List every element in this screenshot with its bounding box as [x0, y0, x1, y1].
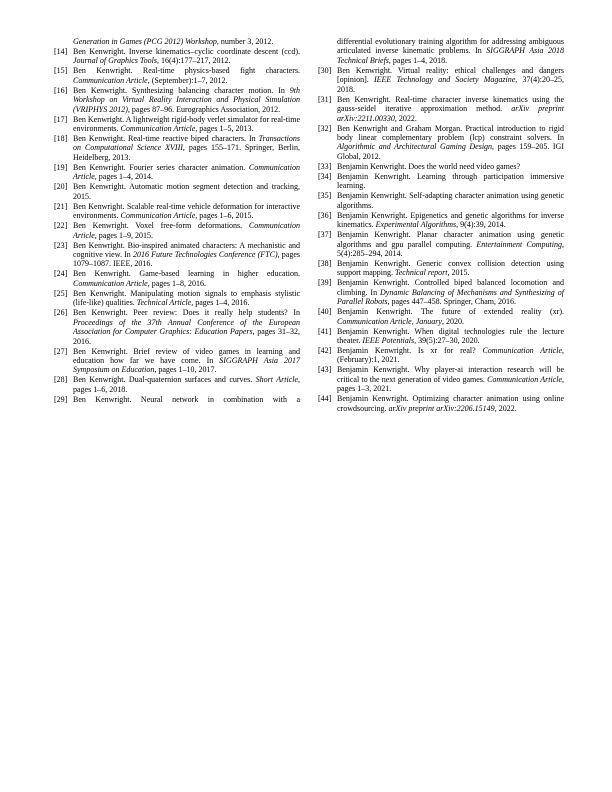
reference-number: [28] — [54, 375, 68, 385]
reference-venue-italic: Transactions on Computational Science XVIII — [73, 134, 300, 153]
reference-text-segment: Benjamin Kenwright. Learning through participation immersive learning. — [337, 171, 564, 191]
reference-item — [54, 395, 300, 404]
reference-venue-italic: Communication Article — [73, 162, 300, 182]
reference-text-segment: , 5(4):285–294, 2014. — [337, 239, 564, 258]
reference-venue-italic: Technical report — [395, 268, 448, 278]
reference-text — [337, 346, 564, 364]
reference-venue-italic: 2016 Future Technologies Conference (FTC) — [132, 249, 278, 259]
reference-text-segment: Ben Kenwright. Brief review of video games in learning and education how far we have come. In — [73, 346, 300, 365]
reference-venue-italic: Communication Article — [120, 124, 196, 134]
reference-item — [318, 191, 564, 210]
reference-venue-italic: IEEE Technology and Society Magazine — [373, 75, 516, 85]
reference-text — [337, 191, 564, 209]
reference-text-segment: , (February):1, 2021. — [337, 346, 564, 365]
reference-text-segment: Benjamin Kenwright. Does the world need video games? — [337, 161, 521, 171]
reference-text-segment: , 2020. — [441, 316, 464, 326]
reference-number: [44] — [318, 394, 332, 404]
reference-text — [73, 241, 300, 269]
reference-text-segment: Benjamin Kenwright. Planar character animation using genetic algorithms and gpu parallel computing. — [337, 230, 564, 249]
reference-text-segment: Ben Kenwright. Game-based learning in higher education. — [73, 269, 300, 279]
reference-text-segment: , pages 1–8, 2016. — [147, 278, 206, 288]
reference-number: [34] — [318, 171, 332, 181]
reference-text-segment: Ben Kenwright. Real-time physics-based fight characters. — [73, 66, 300, 76]
reference-text-segment: Ben Kenwright. Automatic motion segment detection and tracking, 2015. — [73, 182, 300, 201]
reference-text — [73, 66, 300, 84]
reference-number: [32] — [318, 123, 332, 133]
reference-text-segment: Ben Kenwright. Manipulating motion signals to emphasis stylistic (life-like) qualities. — [73, 288, 300, 308]
reference-venue-italic: Generation in Games (PCG 2012) Workshop — [73, 37, 217, 46]
reference-venue-italic: IEEE Potentials — [362, 336, 415, 346]
reference-text-segment: differential evolutionary training algorithm for addressing ambiguous articulated inverse kinematic problems. In — [337, 37, 564, 56]
reference-text-segment: Ben Kenwright. Neural network in combination with a — [73, 394, 300, 404]
reference-continuation — [54, 37, 300, 46]
reference-text-segment: , pages 1–4, 2016. — [191, 298, 250, 308]
reference-item — [54, 86, 300, 114]
reference-venue-italic: Communication Article — [73, 278, 148, 288]
reference-text — [337, 278, 564, 306]
reference-text — [337, 230, 564, 258]
reference-text — [337, 259, 564, 277]
reference-number: [29] — [54, 394, 68, 404]
reference-text-segment: Ben Kenwright. Real-time reactive biped characters. In — [73, 134, 259, 144]
reference-item — [54, 47, 300, 66]
reference-item — [54, 347, 300, 375]
reference-text-segment: Ben Kenwright. Synthesizing balancing character motion. In — [73, 85, 290, 95]
reference-item — [318, 365, 564, 393]
reference-venue-italic: Communication Article, January — [337, 316, 442, 326]
reference-text-segment: , 2022. — [394, 113, 417, 123]
reference-item — [318, 327, 564, 346]
reference-text-segment: , pages 1–4, 2014. — [94, 172, 153, 182]
reference-number: [20] — [54, 182, 68, 192]
reference-text — [337, 37, 564, 65]
reference-text-segment: , pages 447–458. Springer, Cham, 2016. — [387, 297, 517, 307]
reference-venue-italic: Experimental Algorithms — [375, 220, 457, 230]
reference-text-segment: , pages 1–4, 2018. — [388, 55, 448, 65]
reference-venue-italic: Dynamic Balancing of Mechanisms and Synthesizing of Parallel Robots — [337, 287, 564, 307]
reference-number: [30] — [318, 65, 332, 75]
reference-item — [54, 289, 300, 308]
reference-text — [73, 221, 300, 239]
reference-number: [36] — [318, 210, 332, 220]
reference-text-segment: Ben Kenwright. Virtual reality: ethical challenges and dangers [opinion]. — [337, 65, 564, 85]
reference-number: [41] — [318, 326, 332, 336]
references-column-left — [54, 37, 300, 414]
reference-venue-italic: arXiv preprint arXiv:2206.15149 — [388, 403, 495, 413]
reference-item — [318, 162, 564, 171]
reference-text — [337, 162, 520, 171]
reference-text-segment: Benjamin Kenwright. Why player-ai interaction research will be critical to the next generation of video games. — [337, 365, 564, 384]
reference-text-segment: Ben Kenwright. Real-time character inverse kinematics using the gauss-seidel iterative approximation method. — [337, 94, 564, 114]
reference-item — [318, 278, 564, 306]
reference-item — [54, 202, 300, 221]
reference-text-segment: , 9(4):39, 2014. — [456, 220, 506, 230]
reference-text — [337, 211, 564, 229]
reference-text-segment: , 37(4):20–25, 2018. — [337, 75, 564, 94]
reference-number: [25] — [54, 288, 68, 298]
reference-text-segment: Ben Kenwright. Voxel free-form deformations. — [73, 221, 249, 231]
reference-item — [318, 346, 564, 365]
reference-text-segment: Ben Kenwright. Dual-quaternion surfaces and curves. — [73, 375, 256, 385]
reference-text-segment: Benjamin Kenwright. Generic convex collision detection using support mapping. — [337, 258, 564, 278]
reference-text — [337, 307, 564, 325]
reference-item — [318, 211, 564, 230]
reference-text-segment: , pages 31–32, 2016. — [73, 327, 301, 346]
reference-text-segment: Benjamin Kenwright. The future of extended reality (xr). — [337, 307, 564, 317]
reference-number: [21] — [54, 201, 68, 211]
reference-text — [337, 172, 564, 190]
reference-text-segment: Benjamin Kenwright. Self-adapting character animation using genetic algorithms. — [337, 191, 564, 210]
reference-venue-italic: Communication Article — [487, 374, 562, 384]
reference-text-segment: , pages 1–5, 2013. — [195, 124, 254, 134]
reference-text — [73, 347, 300, 375]
reference-item — [318, 95, 564, 123]
reference-item — [54, 163, 300, 182]
reference-text — [73, 395, 300, 404]
reference-text-segment: , pages 1–3, 2021. — [337, 374, 564, 394]
reference-item — [54, 221, 300, 240]
reference-text-segment: Ben Kenwright. Peer review: Does it really help students? In — [73, 308, 300, 318]
reference-number: [23] — [54, 240, 68, 250]
reference-venue-italic: Technical Article — [136, 298, 192, 308]
reference-text-segment: Ben Kenwright. Bio-inspired animated characters: A mechanistic and cognitive view. In — [73, 240, 300, 259]
reference-number: [39] — [318, 278, 332, 288]
reference-text-segment: Benjamin Kenwright. When digital technologies rule the lecture theater. — [337, 326, 564, 346]
reference-text-segment: Benjamin Kenwright. Is xr for real? — [337, 346, 483, 355]
reference-text-segment: , 39(5):27–30, 2020. — [414, 336, 480, 346]
reference-number: [42] — [318, 346, 332, 355]
reference-text-segment: Benjamin Kenwright. Epigenetics and genetic algorithms for inverse kinematics. — [337, 210, 564, 230]
reference-number: [27] — [54, 346, 68, 356]
reference-text — [337, 124, 564, 161]
reference-text — [73, 375, 300, 393]
reference-text-segment: , pages 1–10, 2017. — [154, 365, 217, 375]
reference-item — [54, 66, 300, 85]
reference-venue-italic: Journal of Graphics Tools — [73, 56, 157, 66]
reference-venue-italic: Communication Article — [120, 211, 196, 221]
reference-number: [22] — [54, 221, 68, 231]
reference-item — [318, 307, 564, 326]
reference-text — [337, 66, 564, 94]
reference-text-segment: , pages 1079–1087. IEEE, 2016. — [73, 249, 301, 269]
reference-text-segment: Ben Kenwright. Fourier series character animation. — [73, 162, 249, 172]
reference-venue-italic: Algorithmic and Architectural Gaming Design — [337, 142, 493, 152]
reference-venue-italic: Short Article — [255, 375, 298, 385]
reference-number: [37] — [318, 230, 332, 240]
reference-text — [73, 115, 300, 133]
reference-continuation — [318, 37, 564, 65]
reference-venue-italic: Proceedings of the 37th Annual Conference of the European Association for Computer Graphics: Education Papers — [73, 317, 300, 337]
reference-number: [26] — [54, 308, 68, 318]
reference-text — [337, 95, 564, 123]
reference-text — [73, 202, 300, 220]
reference-item — [54, 115, 300, 134]
reference-item — [54, 182, 300, 201]
reference-number: [17] — [54, 114, 68, 124]
reference-item — [318, 394, 564, 413]
reference-text-segment: , pages 159–205. IGI Global, 2012. — [337, 142, 564, 161]
reference-text-segment: Benjamin Kenwright. Controlled biped balanced locomotion and climbing. In — [337, 278, 564, 297]
reference-text-segment: Ben Kenwright. Inverse kinematics–cyclic coordinate descent (ccd). — [73, 46, 300, 56]
reference-text — [73, 86, 300, 114]
reference-venue-italic: Entertainment Computing — [476, 239, 562, 249]
reference-text-segment: , pages 155–171. Springer, Berlin, Heidelberg, 2013. — [73, 143, 300, 162]
reference-text-segment: Benjamin Kenwright. Optimizing character animation using online crowdsourcing. — [337, 394, 564, 413]
reference-text — [73, 308, 300, 345]
reference-number: [18] — [54, 134, 68, 144]
reference-text — [73, 289, 300, 307]
reference-text-segment: , (September):1–7, 2012. — [147, 75, 228, 85]
reference-item — [318, 66, 564, 94]
reference-text-segment: , pages 1–6, 2018. — [73, 375, 300, 394]
reference-number: [19] — [54, 162, 68, 172]
reference-item — [318, 259, 564, 278]
reference-venue-italic: 9th Workshop on Virtual Reality Interaction and Physical Simulation (VRIPHYS 2012) — [73, 85, 300, 114]
reference-number: [33] — [318, 161, 332, 171]
reference-text-segment: , 16(4):177–217, 2012. — [156, 56, 231, 66]
reference-number: [38] — [318, 258, 332, 268]
references-column-right — [318, 37, 564, 414]
reference-text — [337, 327, 564, 345]
reference-text — [73, 269, 300, 287]
reference-text — [337, 365, 564, 393]
references-two-column-layout — [54, 37, 564, 414]
reference-text — [73, 163, 300, 181]
reference-text-segment: , number 3, 2012. — [216, 37, 274, 46]
reference-number: [31] — [318, 94, 332, 104]
reference-item — [318, 124, 564, 162]
reference-venue-italic: Communication Article — [482, 346, 562, 355]
reference-item — [54, 308, 300, 346]
reference-number: [40] — [318, 307, 332, 317]
reference-text-segment: Ben Kenwright. Scalable real-time vehicle deformation for interactive environments. — [73, 201, 300, 221]
reference-text — [73, 47, 300, 65]
reference-text-segment: , pages 87–96. Eurographics Association, 2012. — [127, 104, 281, 114]
reference-text — [73, 134, 300, 162]
reference-text-segment: , pages 1–9, 2015. — [94, 230, 153, 240]
reference-item — [54, 269, 300, 288]
reference-number: [43] — [318, 365, 332, 375]
reference-venue-italic: SIGGRAPH Asia 2018 Technical Briefs — [337, 46, 565, 65]
reference-item — [318, 230, 564, 258]
reference-venue-italic: SIGGRAPH Asia 2017 Symposium on Education — [73, 355, 301, 375]
reference-text-segment: Ben Kenwright and Graham Morgan. Practical introduction to rigid body linear complementary problem (lcp) constraint solvers. In — [337, 123, 564, 143]
reference-number: [16] — [54, 85, 68, 95]
reference-number: [24] — [54, 269, 68, 279]
reference-venue-italic: arXiv preprint arXiv:2211.00330 — [337, 104, 564, 123]
reference-item — [54, 134, 300, 162]
reference-text — [73, 37, 273, 46]
reference-item — [54, 241, 300, 269]
reference-text-segment: , 2022. — [494, 403, 517, 413]
reference-item — [318, 172, 564, 191]
reference-text — [337, 394, 564, 412]
reference-venue-italic: Communication Article — [73, 221, 300, 240]
reference-venue-italic: Communication Article — [73, 75, 148, 85]
reference-text-segment: Ben Kenwright. A lightweight rigid-body verlet simulator for real-time environments. — [73, 114, 300, 134]
reference-number: [15] — [54, 66, 68, 76]
reference-item — [54, 375, 300, 394]
reference-text-segment: , 2015. — [447, 268, 470, 278]
reference-number: [14] — [54, 46, 68, 56]
reference-text — [73, 182, 300, 200]
reference-text-segment: , pages 1–6, 2015. — [195, 211, 254, 221]
reference-number: [35] — [318, 191, 332, 201]
